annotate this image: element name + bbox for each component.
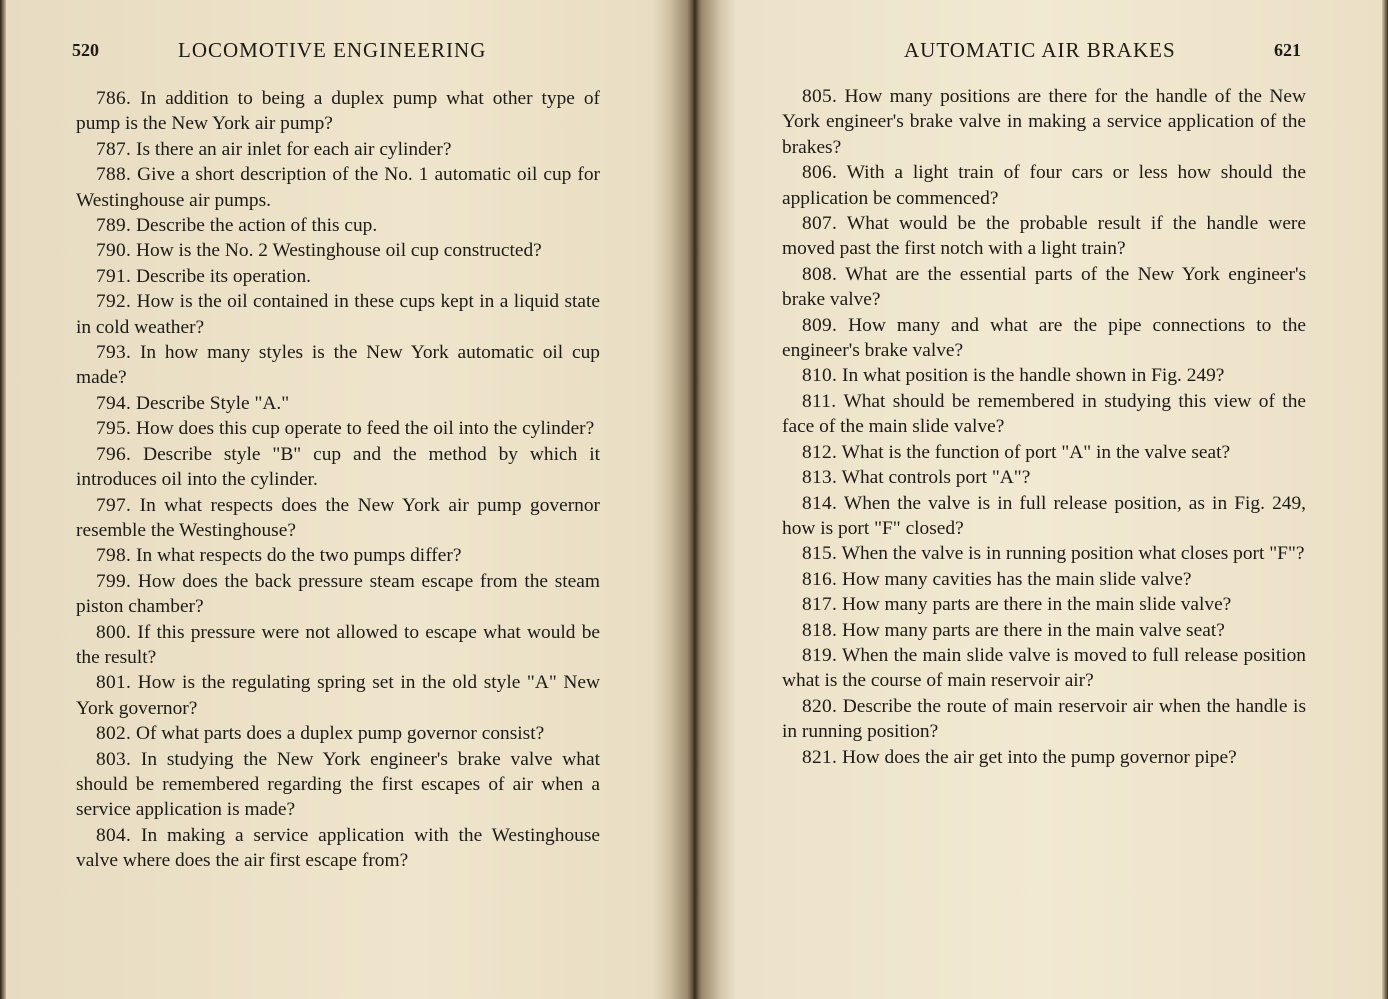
question-item <box>782 211 1306 262</box>
question-text: How does this cup operate to feed the oil into the cylinder? <box>136 418 595 440</box>
right-page-header <box>704 38 1388 68</box>
question-item <box>782 541 1306 566</box>
question-text: Describe style "B" cup and the method by which it introduces oil into the cylinder. <box>76 443 600 491</box>
question-number: 811. <box>802 390 837 412</box>
right-page-number: 621 <box>1274 40 1301 60</box>
question-number: 787. <box>96 138 132 160</box>
question-item <box>782 389 1306 440</box>
question-item <box>76 340 600 391</box>
question-number: 806. <box>802 162 838 184</box>
question-text: How many cavities has the main slide valve? <box>842 568 1192 590</box>
question-text: What should be remembered in studying this view of the face of the main slide valve? <box>782 390 1306 438</box>
question-text: Describe the route of main reservoir air when the handle is in running position? <box>782 695 1306 743</box>
question-item <box>76 162 600 213</box>
question-number: 808. <box>802 263 838 285</box>
question-number: 786. <box>96 88 132 109</box>
question-number: 821. <box>802 746 838 768</box>
question-item <box>782 84 1306 160</box>
question-item <box>782 491 1306 542</box>
question-number: 801. <box>96 672 132 694</box>
question-number: 803. <box>96 748 132 770</box>
question-item <box>782 745 1306 770</box>
question-text: How many parts are there in the main valve seat? <box>842 619 1225 641</box>
right-running-head: AUTOMATIC AIR BRAKES <box>904 38 1176 62</box>
question-text: When the valve is in running position what closes port "F"? <box>841 543 1305 565</box>
question-text: In addition to being a duplex pump what other type of pump is the New York air pump? <box>76 88 600 135</box>
question-text: When the main slide valve is moved to full release position what is the course of main reservoir air? <box>782 644 1306 692</box>
question-text: What is the function of port "A" in the valve seat? <box>841 441 1231 463</box>
question-number: 816. <box>802 568 838 590</box>
question-number: 795. <box>96 418 132 440</box>
question-text: With a light train of four cars or less how should the application be commenced? <box>782 162 1306 209</box>
question-item <box>76 543 600 568</box>
question-number: 809. <box>802 314 838 336</box>
question-number: 812. <box>802 441 838 463</box>
question-item <box>76 493 600 544</box>
question-item <box>782 363 1306 388</box>
question-text: In studying the New York engineer's brake valve what should be remembered regarding the first escapes of air when a service application is made? <box>76 748 600 821</box>
question-item <box>76 238 600 263</box>
question-item <box>782 160 1306 211</box>
question-item <box>782 694 1306 745</box>
question-text: Is there an air inlet for each air cylinder? <box>136 138 452 160</box>
left-page-header <box>0 38 690 68</box>
question-item <box>782 262 1306 313</box>
left-running-head: LOCOMOTIVE ENGINEERING <box>178 38 487 62</box>
question-text: If this pressure were not allowed to escape what would be the result? <box>76 621 600 668</box>
question-text: Describe Style "A." <box>136 392 290 414</box>
question-number: 815. <box>802 543 838 565</box>
left-page <box>0 0 690 999</box>
question-number: 805. <box>802 86 838 107</box>
question-item <box>76 289 600 340</box>
question-text: Of what parts does a duplex pump governor consist? <box>136 723 545 745</box>
question-item <box>76 620 600 671</box>
question-number: 807. <box>802 213 838 235</box>
question-text: What are the essential parts of the New York engineer's brake valve? <box>782 263 1306 311</box>
question-number: 790. <box>96 240 132 262</box>
question-number: 802. <box>96 723 132 745</box>
question-text: In how many styles is the New York automatic oil cup made? <box>76 342 600 389</box>
question-number: 804. <box>96 824 132 846</box>
question-number: 796. <box>96 443 132 465</box>
right-page <box>704 0 1388 999</box>
question-item <box>76 442 600 493</box>
question-number: 817. <box>802 594 838 616</box>
question-item <box>76 416 600 441</box>
question-text: In what respects does the New York air pump governor resemble the Westinghouse? <box>76 494 600 541</box>
question-item <box>782 440 1306 465</box>
question-text: How is the No. 2 Westinghouse oil cup constructed? <box>136 240 542 262</box>
question-number: 793. <box>96 342 132 364</box>
question-text: How is the regulating spring set in the old style "A" New York governor? <box>76 672 600 719</box>
question-item <box>76 137 600 162</box>
question-item <box>76 569 600 620</box>
question-item <box>76 670 600 721</box>
question-number: 810. <box>802 365 838 387</box>
question-number: 814. <box>802 492 838 514</box>
question-text: How does the air get into the pump governor pipe? <box>842 746 1237 768</box>
question-item <box>76 747 600 823</box>
question-item <box>76 213 600 238</box>
question-number: 799. <box>96 570 132 592</box>
question-item <box>782 567 1306 592</box>
question-text: How many parts are there in the main slide valve? <box>842 594 1232 616</box>
question-text: In making a service application with the Westinghouse valve where does the air first escape from? <box>76 824 600 872</box>
left-page-body <box>76 86 600 874</box>
question-text: How many positions are there for the handle of the New York engineer's brake valve in making a service application of the brakes? <box>782 86 1306 158</box>
question-item <box>76 264 600 289</box>
question-text: In what position is the handle shown in Fig. 249? <box>842 365 1225 387</box>
question-item <box>782 643 1306 694</box>
question-text: Describe its operation. <box>136 265 311 287</box>
question-item <box>76 86 600 137</box>
question-item <box>76 391 600 416</box>
question-number: 813. <box>802 467 838 489</box>
question-item <box>76 721 600 746</box>
question-item <box>782 465 1306 490</box>
question-number: 791. <box>96 265 132 287</box>
question-item <box>782 618 1306 643</box>
question-item <box>782 313 1306 364</box>
question-item <box>782 592 1306 617</box>
question-number: 820. <box>802 695 838 717</box>
question-number: 789. <box>96 215 132 237</box>
left-page-number: 520 <box>72 40 99 60</box>
question-number: 792. <box>96 291 132 313</box>
question-item <box>76 823 600 874</box>
question-number: 819. <box>802 644 838 666</box>
question-text: When the valve is in full release position, as in Fig. 249, how is port "F" closed? <box>782 492 1306 539</box>
question-text: Give a short description of the No. 1 automatic oil cup for Westinghouse air pumps. <box>76 164 600 211</box>
question-number: 797. <box>96 494 132 516</box>
question-text: What controls port "A"? <box>841 467 1031 489</box>
question-text: How many and what are the pipe connections to the engineer's brake valve? <box>782 314 1306 362</box>
question-text: How is the oil contained in these cups kept in a liquid state in cold weather? <box>76 291 600 338</box>
question-text: What would be the probable result if the handle were moved past the first notch with a light train? <box>782 213 1306 260</box>
question-number: 794. <box>96 392 132 414</box>
question-text: Describe the action of this cup. <box>136 215 378 237</box>
question-number: 798. <box>96 545 132 567</box>
question-number: 800. <box>96 621 132 643</box>
question-number: 788. <box>96 164 132 186</box>
question-number: 818. <box>802 619 838 641</box>
question-text: In what respects do the two pumps differ? <box>136 545 462 567</box>
question-text: How does the back pressure steam escape from the steam piston chamber? <box>76 570 600 618</box>
right-page-body <box>782 84 1306 770</box>
